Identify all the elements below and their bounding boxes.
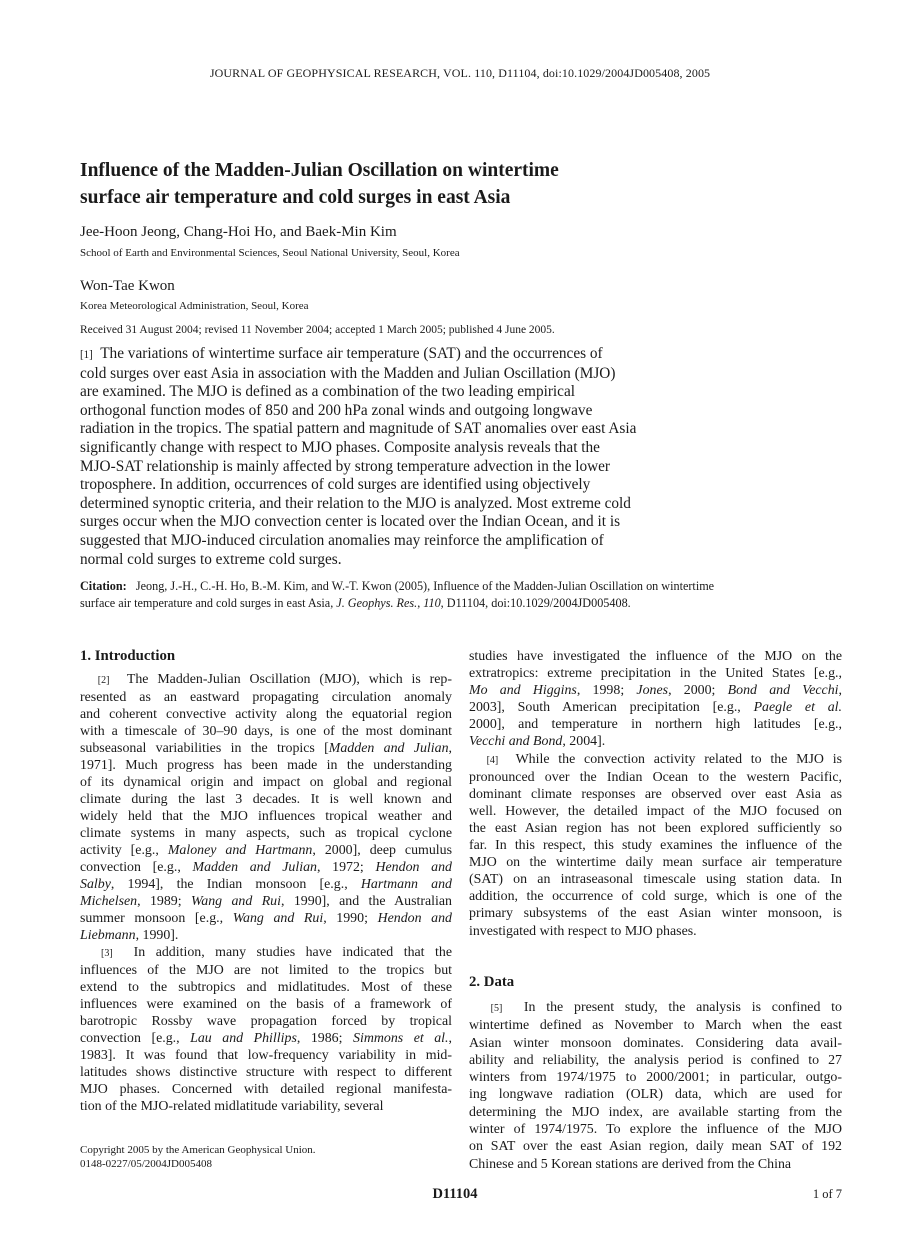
text-line: [469, 820, 842, 837]
text-line: [80, 944, 452, 962]
paragraph: [80, 345, 700, 569]
paragraph: [469, 648, 842, 751]
text: and coherent convective activity along the equatorial region: [80, 707, 452, 722]
citation-reference: Michelsen: [80, 894, 138, 909]
citation-reference: Liebmann: [80, 928, 136, 943]
text: far. In this respect, this study examines the influence of the: [469, 838, 842, 854]
text: winters from 1974/1975 to 2000/2001; in particular, outgo-: [469, 1070, 842, 1086]
text-line: [80, 402, 700, 421]
section-heading-data: 2. Data: [469, 974, 515, 990]
text: studies have investigated the influence of the MJO on the: [469, 649, 842, 664]
text: [469, 752, 487, 767]
text-line: [469, 871, 842, 888]
citation-reference: Paegle et al.: [753, 700, 842, 716]
text: MJO phases. Concerned with detailed regional manifesta-: [80, 1082, 452, 1097]
text-line: [80, 962, 452, 979]
text-line: [80, 825, 452, 842]
paper-title-line-1: Influence of the Madden-Julian Oscillation on wintertime: [80, 160, 559, 181]
text: dominant climate responses are observed over east Asia as: [469, 786, 842, 802]
text: In addition, many studies have indicated that the: [112, 945, 452, 960]
text: activity [e.g.,: [80, 843, 168, 858]
citation-reference: Wang and Rui: [190, 894, 281, 909]
text-line: [469, 1121, 842, 1138]
text-line: [80, 383, 700, 402]
received-dates: Received 31 August 2004; revised 11 November 2004; accepted 1 March 2005; published 4 June 2005.: [80, 324, 555, 336]
text: significantly change with respect to MJO phases. Composite analysis reveals that the: [80, 438, 600, 456]
citation-reference: Bond and Vecchi: [727, 683, 839, 699]
text: 1983]. It was found that low-frequency variability in mid-: [80, 1048, 452, 1063]
text: , 1990;: [323, 911, 378, 926]
text-line: [469, 923, 842, 940]
citation-reference: Hendon and: [375, 860, 452, 875]
text: ,: [417, 596, 424, 610]
authors-group-1: Jee-Hoon Jeong, Chang-Hoi Ho, and Baek-Min Kim: [80, 224, 397, 240]
citation-reference: Lau and Phillips: [190, 1031, 297, 1046]
paragraph-number: [4]: [486, 754, 499, 766]
text: [80, 672, 98, 687]
text: ,: [448, 741, 452, 756]
text: orthogonal function modes of 850 and 200 hPa zonal winds and outgoing longwave: [80, 401, 593, 419]
text-line: [469, 905, 842, 922]
text: (SAT) on an intraseasonal timescale using station data. In: [469, 872, 842, 888]
running-header: JOURNAL OF GEOPHYSICAL RESEARCH, VOL. 110, D11104, doi:10.1029/2004JD005408, 2005: [209, 66, 711, 80]
text-line: [80, 595, 845, 612]
text-line: [469, 648, 842, 665]
text: convection [e.g.,: [80, 1031, 191, 1046]
text-line: [80, 1013, 452, 1030]
text-line: [80, 791, 452, 808]
paragraph-number: [3]: [100, 948, 113, 959]
citation-reference: Simmons et al.: [353, 1031, 449, 1046]
text: barotropic Rossby wave propagation forced by tropical: [80, 1014, 452, 1029]
text-line: [80, 757, 452, 774]
text-line: [80, 365, 700, 384]
text-line: [80, 859, 452, 876]
text: , 2000;: [668, 683, 728, 699]
text-line: [469, 769, 842, 786]
text-line: [80, 420, 700, 439]
text: , 1998;: [576, 683, 637, 699]
citation-reference: 110: [423, 596, 441, 610]
paragraph: [80, 671, 452, 944]
text: troposphere. In addition, occurrences of cold surges are identified using objectively: [80, 476, 591, 494]
paragraph: [80, 944, 452, 1115]
citation: [80, 578, 845, 612]
citation-reference: Madden and Julian: [328, 741, 449, 756]
text: [469, 1000, 491, 1015]
text-line: [80, 723, 452, 740]
text: , 1994], the Indian monsoon [e.g.,: [110, 877, 361, 892]
text: convection [e.g.,: [80, 860, 193, 875]
text: extratropics: extreme precipitation in the United States [e.g.,: [469, 666, 842, 682]
text: primary subsystems of the east Asian winter monsoon, is: [469, 906, 842, 922]
copyright-text: Copyright 2005 by the American Geophysical Union.: [80, 1144, 316, 1156]
paragraph-number: [2]: [97, 675, 110, 686]
text-line: [80, 345, 700, 365]
copyright-notice: [80, 1143, 316, 1171]
text: The Madden-Julian Oscillation (MJO), which is rep-: [109, 672, 452, 687]
text-line: [80, 1098, 452, 1115]
text: are examined. The MJO is defined as a combination of the two leading empirical: [80, 383, 576, 401]
text: ,: [838, 683, 843, 699]
text: climate during the last 3 decades. It is well known and: [80, 792, 452, 807]
text: of its dynamical origin and impact on global and regional: [80, 775, 452, 790]
text: , 1972;: [316, 860, 376, 875]
text-line: [80, 532, 700, 551]
text: winter of 1974/1975. To explore the influence of the MJO: [469, 1122, 842, 1138]
text: tion of the MJO-related midlatitude variability, several: [80, 1099, 384, 1114]
text-line: [469, 854, 842, 871]
text: climate systems in many aspects, such as tropical cyclone: [80, 826, 452, 841]
text: surges occur when the MJO convection center is located over the Indian Ocean, and it is: [80, 513, 621, 531]
text: suggested that MJO-induced circulation anomalies may reinforce the amplification of: [80, 531, 604, 549]
text-line: [469, 1138, 842, 1155]
text: investigated with respect to MJO phases.: [469, 923, 697, 939]
text: normal cold surges to extreme cold surges.: [80, 550, 342, 568]
citation-reference: Hartmann and: [360, 877, 452, 892]
text: influences were examined on the basis of a framework of: [80, 997, 452, 1012]
right-column-data-body: [469, 999, 842, 1173]
text-line: [469, 733, 842, 750]
text-line: [80, 808, 452, 825]
text: [80, 945, 101, 960]
text-line: [80, 476, 700, 495]
text-line: [80, 495, 700, 514]
text-line: [469, 1052, 842, 1069]
text: addition, the occurrence of cold surge, which is one of the: [469, 889, 842, 905]
text: Chinese and 5 Korean stations are derived from the China: [469, 1156, 792, 1172]
text: cold surges over east Asia in association with the Madden and Julian Oscillation (MJO): [80, 364, 616, 382]
text: determined synoptic criteria, and their relation to the MJO is analyzed. Most extreme cold: [80, 494, 631, 512]
text: resented as an eastward propagating circulation anomaly: [80, 690, 452, 705]
text-line: [469, 1086, 842, 1103]
text: MJO-SAT relationship is mainly affected by strong temperature advection in the lower: [80, 457, 611, 475]
text-line: [80, 927, 452, 944]
text: with a timescale of 30–90 days, is one of the most dominant: [80, 724, 452, 739]
text: , 1990], and the Australian: [281, 894, 452, 909]
issn-code: 0148-0227/05/2004JD005408: [80, 1158, 212, 1170]
text: extend to the subtropics and midlatitudes. Most of these: [80, 980, 452, 995]
text: 2003], South American precipitation [e.g.,: [469, 700, 754, 716]
text: determining the MJO index, are available starting from the: [469, 1104, 842, 1120]
paragraph: [80, 578, 845, 612]
text-line: [80, 439, 700, 458]
text: widely held that the MJO influences tropical weather and: [80, 809, 452, 824]
text-line: [469, 1017, 842, 1034]
text-line: [80, 842, 452, 859]
text-line: [80, 774, 452, 791]
page-number: 1 of 7: [812, 1187, 842, 1201]
text-line: [80, 458, 700, 477]
text: MJO on the wintertime daily mean surface air temperature: [469, 855, 842, 871]
text-line: [80, 876, 452, 893]
text: wintertime defined as November to March when the east: [469, 1018, 842, 1034]
label: Citation:: [80, 579, 127, 593]
text-line: [469, 837, 842, 854]
paragraph-number: [1]: [80, 349, 93, 361]
citation-reference: Madden and Julian: [192, 860, 317, 875]
text: radiation in the tropics. The spatial pattern and magnitude of SAT anomalies over east Asia: [80, 420, 637, 438]
text-line: [469, 888, 842, 905]
text: The variations of wintertime surface air temperature (SAT) and the occurrences of: [92, 345, 603, 362]
section-heading-introduction: 1. Introduction: [80, 648, 176, 664]
citation-reference: Mo and Higgins: [469, 683, 577, 699]
text: , 2004].: [562, 734, 606, 750]
text-line: [469, 716, 842, 733]
text: the east Asian region has not been explored sufficiently so: [469, 820, 842, 836]
text: ability and reliability, the analysis period is confined to 27: [469, 1052, 842, 1068]
text-line: [469, 699, 842, 716]
text-line: [469, 1069, 842, 1086]
text: on SAT over the east Asian region, daily mean SAT of 192: [469, 1139, 842, 1155]
text-line: [80, 740, 452, 757]
text-line: [80, 689, 452, 706]
text-line: [469, 665, 842, 682]
text: well. However, the detailed impact of the MJO focused on: [469, 803, 842, 819]
text: Jeong, J.-H., C.-H. Ho, B.-M. Kim, and W.-T. Kwon (2005), Influence of the Madden-Julian Oscillation on wintertime: [126, 579, 715, 593]
text-line: [80, 910, 452, 927]
text: surface air temperature and cold surges in east Asia,: [80, 596, 337, 610]
text: , 1990].: [135, 928, 179, 943]
text-line: [80, 1064, 452, 1081]
text: , 1989;: [137, 894, 191, 909]
text: , 1986;: [296, 1031, 354, 1046]
citation-reference: Maloney and Hartmann: [167, 843, 313, 858]
paragraph-number: [5]: [490, 1003, 503, 1014]
citation-reference: Wang and Rui: [232, 911, 324, 926]
text-line: [80, 893, 452, 910]
paper-title-line-2: surface air temperature and cold surges in east Asia: [80, 187, 511, 208]
text: 2000], and temperature in northern high latitudes [e.g.,: [469, 717, 842, 733]
text: ing longwave radiation (OLR) data, which are used for: [469, 1087, 842, 1103]
text: Asian winter monsoon dominates. Considering data avail-: [469, 1035, 842, 1051]
text-line: [80, 513, 700, 532]
text-line: [80, 578, 845, 595]
text: subseasonal variabilities in the tropics [: [80, 741, 329, 756]
abstract: [80, 345, 700, 569]
text-line: [469, 786, 842, 803]
paragraph: [469, 999, 842, 1173]
text-line: [469, 682, 842, 699]
text-line: [80, 671, 452, 689]
text-line: [80, 1047, 452, 1064]
citation-reference: Salby: [80, 877, 111, 892]
citation-reference: Vecchi and Bond: [469, 734, 563, 750]
text: While the convection activity related to the MJO is: [498, 751, 842, 767]
text: pronounced over the Indian Ocean to the western Pacific,: [469, 769, 842, 785]
text-line: [469, 1035, 842, 1052]
text-line: [80, 551, 700, 570]
affiliation-2: Korea Meteorological Administration, Seoul, Korea: [80, 300, 309, 312]
citation-reference: Jones: [636, 683, 669, 699]
text: 1971]. Much progress has been made in the understanding: [80, 758, 452, 773]
article-id-footer: D11104: [432, 1186, 478, 1202]
text: , 2000], deep cumulus: [312, 843, 452, 858]
text-line: [80, 706, 452, 723]
text: In the present study, the analysis is confined to: [502, 1000, 842, 1015]
text-line: [469, 999, 842, 1017]
text-line: [469, 803, 842, 820]
affiliation-1: School of Earth and Environmental Sciences, Seoul National University, Seoul, Korea: [80, 247, 460, 259]
text: summer monsoon [e.g.,: [80, 911, 233, 926]
citation-reference: J. Geophys. Res.: [336, 596, 418, 610]
text-line: [469, 1104, 842, 1121]
right-column-body: [469, 648, 842, 940]
text: influences of the MJO are not limited to the tropics but: [80, 963, 452, 978]
text: latitudes shows distinctive structure with respect to different: [80, 1065, 452, 1080]
text-line: [80, 1081, 452, 1098]
citation-reference: Hendon and: [377, 911, 452, 926]
text: , D11104, doi:10.1029/2004JD005408.: [440, 596, 631, 610]
left-column-body: [80, 671, 452, 1115]
text: ,: [448, 1031, 453, 1046]
authors-group-2: Won-Tae Kwon: [80, 278, 175, 294]
text-line: [80, 979, 452, 996]
text-line: [80, 1030, 452, 1047]
text-line: [469, 751, 842, 769]
text-line: [80, 996, 452, 1013]
paragraph: [469, 751, 842, 940]
text-line: [469, 1156, 842, 1173]
